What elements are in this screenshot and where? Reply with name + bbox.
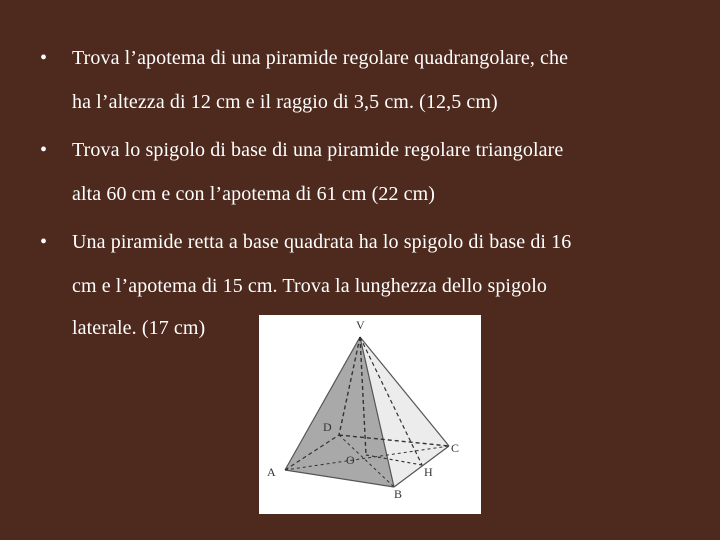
label-v: V (356, 318, 365, 332)
pyramid-diagram (259, 315, 481, 514)
pyramid-figure (259, 315, 481, 514)
label-o: O (346, 453, 355, 467)
label-c: C (451, 441, 460, 455)
label-b: B (394, 487, 403, 501)
bullet-3-line-2: cm e l’apotema di 15 cm. Trova la lunghezza dello spigolo (72, 275, 548, 297)
label-d: D (323, 420, 332, 434)
bullet-3-line-1: Una piramide retta a base quadrata ha lo spigolo di base di 16 (72, 231, 572, 253)
bullet-3-line-3: laterale. (17 cm) (72, 317, 206, 339)
bullet-1-line-1: Trova l’apotema di una piramide regolare quadrangolare, che (72, 47, 569, 69)
label-h: H (424, 465, 433, 479)
label-a: A (267, 465, 276, 479)
bullet-icon: • (40, 139, 48, 161)
bullet-2-line-2: alta 60 cm e con l’apotema di 61 cm (22 cm) (72, 183, 436, 205)
bullet-2-line-1: Trova lo spigolo di base di una piramide regolare triangolare (72, 139, 564, 161)
bullet-1-line-2: ha l’altezza di 12 cm e il raggio di 3,5 cm. (12,5 cm) (72, 91, 498, 113)
bullet-icon: • (40, 231, 48, 253)
bullet-icon: • (40, 47, 48, 69)
